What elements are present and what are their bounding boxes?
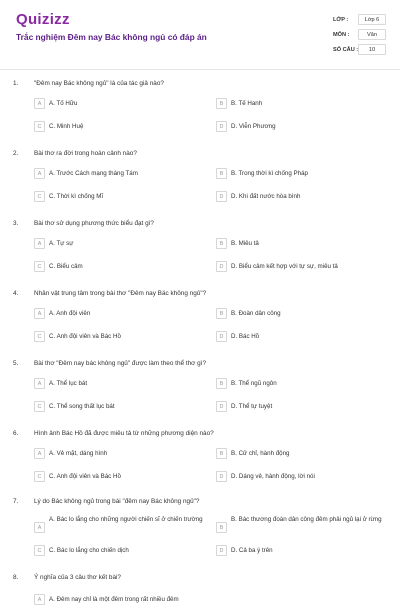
question-number: 7. bbox=[13, 498, 19, 505]
option-text: A. Anh đội viên bbox=[49, 310, 91, 317]
option-text: B. Đoàn dân công bbox=[231, 310, 281, 317]
option-letter: C bbox=[34, 261, 45, 272]
option-letter: D bbox=[216, 191, 227, 202]
question-text: Nhân vật trung tâm trong bài thơ "Đêm nay Bác không ngủ"? bbox=[34, 290, 207, 297]
option-a[interactable] bbox=[34, 594, 204, 606]
option-a[interactable] bbox=[34, 168, 204, 180]
option-letter: B bbox=[216, 522, 227, 533]
question-text: Bài thơ "Đêm nay bác không ngủ" được làm theo thể thơ gì? bbox=[34, 360, 207, 367]
option-a[interactable] bbox=[34, 448, 204, 460]
option-b[interactable] bbox=[216, 448, 392, 460]
option-letter: C bbox=[34, 545, 45, 556]
page-title: Trắc nghiệm Đêm nay Bác không ngủ có đáp án bbox=[16, 32, 207, 42]
option-text: B. Trong thời kì chống Pháp bbox=[231, 170, 308, 177]
option-text: A. Bác lo lắng cho những người chiến sĩ ở chiến trường bbox=[49, 516, 203, 523]
option-b[interactable] bbox=[216, 98, 392, 110]
option-text: D. Cả ba ý trên bbox=[231, 547, 273, 554]
option-text: A. Trước Cách mạng tháng Tám bbox=[49, 170, 138, 177]
option-d[interactable] bbox=[216, 121, 392, 133]
question-number: 8. bbox=[13, 574, 19, 581]
option-text: C. Minh Huệ bbox=[49, 123, 84, 130]
option-text: D. Dáng vẻ, hành động, lời nói bbox=[231, 473, 315, 480]
question-text: Lý do Bác không ngủ trong bài "đêm nay Bác không ngủ"? bbox=[34, 498, 200, 505]
option-a[interactable] bbox=[34, 516, 204, 536]
option-text: C. Thời kì chống Mĩ bbox=[49, 193, 104, 200]
question-number: 4. bbox=[13, 290, 19, 297]
option-text: B. Thể ngũ ngôn bbox=[231, 380, 277, 387]
option-letter: B bbox=[216, 238, 227, 249]
option-text: B. Miêu tả bbox=[231, 240, 259, 247]
option-d[interactable] bbox=[216, 331, 392, 343]
option-letter: A bbox=[34, 168, 45, 179]
option-c[interactable] bbox=[34, 331, 204, 343]
option-c[interactable] bbox=[34, 191, 204, 203]
grade-label: LỚP : bbox=[333, 17, 349, 23]
option-d[interactable] bbox=[216, 545, 392, 557]
subject-label: MÔN : bbox=[333, 32, 350, 38]
option-letter: D bbox=[216, 545, 227, 556]
question-number: 1. bbox=[13, 80, 19, 87]
option-letter: A bbox=[34, 238, 45, 249]
option-c[interactable] bbox=[34, 545, 204, 557]
option-letter: C bbox=[34, 331, 45, 342]
option-text: A. Tự sự bbox=[49, 240, 74, 247]
option-a[interactable] bbox=[34, 238, 204, 250]
worksheet-header bbox=[0, 0, 400, 70]
option-b[interactable] bbox=[216, 308, 392, 320]
option-letter: A bbox=[34, 448, 45, 459]
question-number: 5. bbox=[13, 360, 19, 367]
option-text: C. Thể song thất lục bát bbox=[49, 403, 115, 410]
option-letter: B bbox=[216, 378, 227, 389]
option-a[interactable] bbox=[34, 98, 204, 110]
option-c[interactable] bbox=[34, 261, 204, 273]
option-letter: C bbox=[34, 471, 45, 482]
option-letter: C bbox=[34, 401, 45, 412]
question-text: Ý nghĩa của 3 câu thơ kết bài? bbox=[34, 574, 121, 581]
option-letter: A bbox=[34, 378, 45, 389]
question-text: Hình ảnh Bác Hồ đã được miêu tả từ những phương diện nào? bbox=[34, 430, 214, 437]
option-letter: A bbox=[34, 522, 45, 533]
option-letter: B bbox=[216, 98, 227, 109]
option-text: D. Biểu cảm kết hợp với tự sự, miêu tả bbox=[231, 263, 338, 270]
option-text: A. Thể lục bát bbox=[49, 380, 88, 387]
question-count-value: 10 bbox=[358, 44, 386, 55]
grade-value: Lớp 6 bbox=[358, 14, 386, 25]
option-text: B. Tế Hanh bbox=[231, 100, 263, 107]
option-c[interactable] bbox=[34, 401, 204, 413]
option-letter: A bbox=[34, 98, 45, 109]
option-letter: C bbox=[34, 191, 45, 202]
option-letter: C bbox=[34, 121, 45, 132]
question-count-label: SỐ CÂU : bbox=[333, 47, 359, 53]
option-text: B. Bác thương đoàn dân công đêm phải ngủ lại ở rừng bbox=[231, 516, 382, 523]
option-text: C. Biểu cảm bbox=[49, 263, 83, 270]
option-letter: D bbox=[216, 401, 227, 412]
question-number: 3. bbox=[13, 220, 19, 227]
option-letter: D bbox=[216, 261, 227, 272]
option-letter: B bbox=[216, 168, 227, 179]
question-text: Bài thơ sử dụng phương thức biểu đạt gì? bbox=[34, 220, 154, 227]
option-text: A. Tố Hữu bbox=[49, 100, 78, 107]
option-text: D. Bác Hồ bbox=[231, 333, 260, 340]
option-a[interactable] bbox=[34, 308, 204, 320]
option-letter: D bbox=[216, 471, 227, 482]
subject-value: Văn bbox=[358, 29, 386, 40]
question-number: 6. bbox=[13, 430, 19, 437]
option-text: B. Cử chỉ, hành động bbox=[231, 450, 290, 457]
option-c[interactable] bbox=[34, 121, 204, 133]
header-divider bbox=[0, 69, 400, 70]
option-text: C. Anh đội viên và Bác Hồ bbox=[49, 333, 121, 340]
question-text: Bài thơ ra đời trong hoàn cảnh nào? bbox=[34, 150, 137, 157]
option-b[interactable] bbox=[216, 378, 392, 390]
option-text: C. Bác lo lắng cho chiến dịch bbox=[49, 547, 129, 554]
option-letter: D bbox=[216, 331, 227, 342]
question-number: 2. bbox=[13, 150, 19, 157]
option-letter: A bbox=[34, 308, 45, 319]
option-text: D. Viễn Phương bbox=[231, 123, 276, 130]
option-b[interactable] bbox=[216, 516, 392, 536]
option-text: C. Anh đội viên và Bác Hồ bbox=[49, 473, 121, 480]
option-text: A. Vẻ mặt, dáng hình bbox=[49, 450, 108, 457]
option-a[interactable] bbox=[34, 378, 204, 390]
option-letter: A bbox=[34, 594, 45, 605]
option-text: D. Thể tự tuyệt bbox=[231, 403, 273, 410]
option-b[interactable] bbox=[216, 238, 392, 250]
option-text: D. Khi đất nước hòa bình bbox=[231, 193, 301, 200]
question-text: "Đêm nay Bác không ngủ" là của tác giả nào? bbox=[34, 80, 164, 87]
option-letter: B bbox=[216, 308, 227, 319]
option-d[interactable] bbox=[216, 471, 392, 483]
option-text: A. Đêm nay chỉ là một đêm trong rất nhiều đêm bbox=[49, 596, 179, 603]
option-c[interactable] bbox=[34, 471, 204, 483]
option-letter: B bbox=[216, 448, 227, 459]
option-d[interactable] bbox=[216, 261, 392, 273]
quizizz-logo: Quizizz bbox=[16, 11, 70, 28]
option-d[interactable] bbox=[216, 191, 392, 203]
option-d[interactable] bbox=[216, 401, 392, 413]
option-letter: D bbox=[216, 121, 227, 132]
option-b[interactable] bbox=[216, 168, 392, 180]
